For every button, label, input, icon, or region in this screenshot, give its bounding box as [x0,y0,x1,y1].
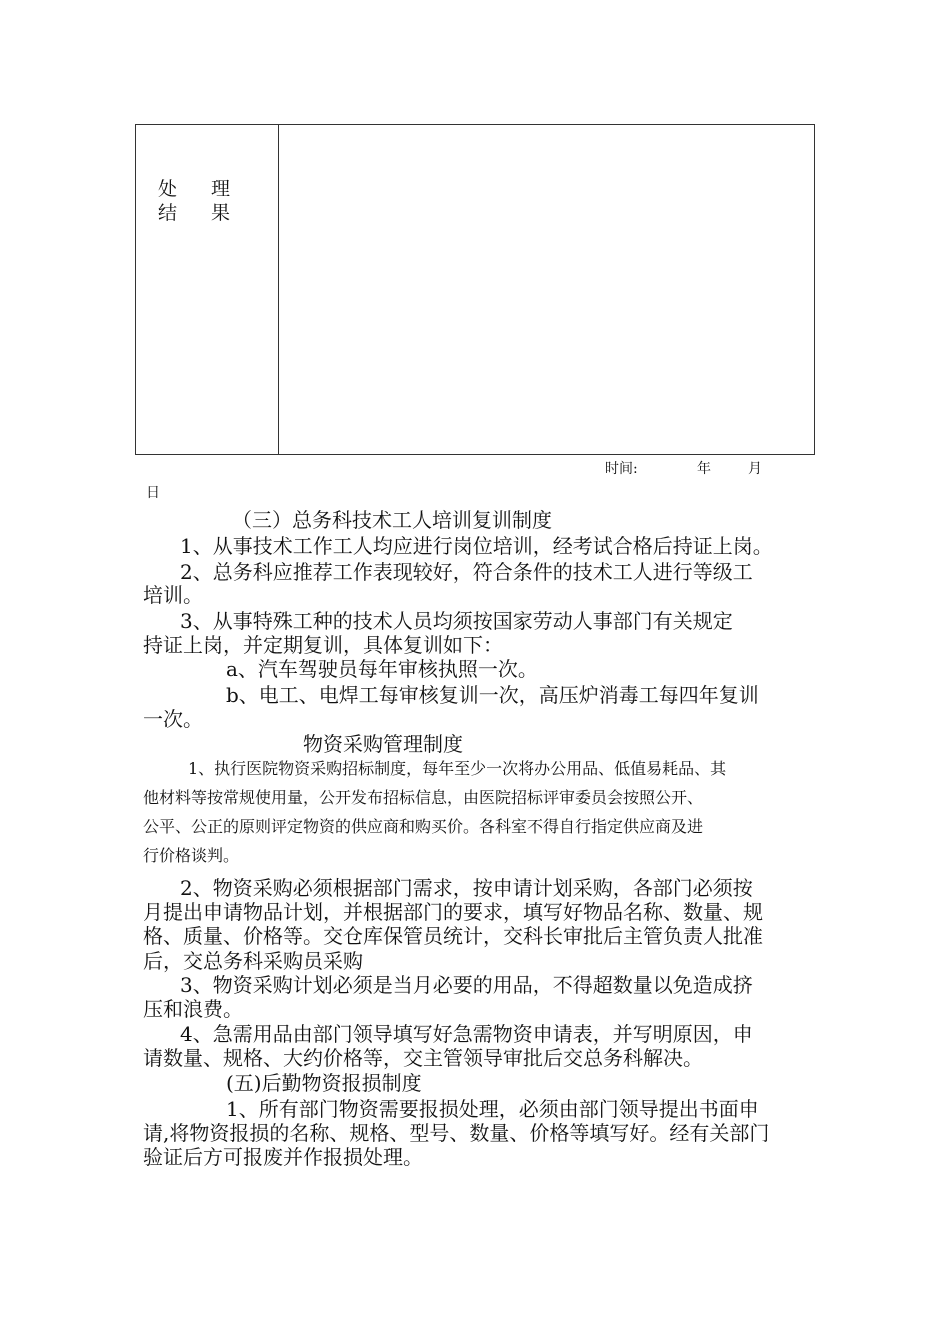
result-label-line1: 处理 [158,178,265,200]
result-label-cell [158,177,264,225]
procurement-para1-line: 1、执行医院物资采购招标制度，每年至少一次将办公用品、低值易耗品、其 [188,759,727,778]
section3-line: 3、从事特殊工种的技术人员均须按国家劳动人事部门有关规定 [180,609,733,633]
procurement-line: 后，交总务科采购员采购 [143,949,363,973]
procurement-para1-line: 他材料等按常规使用量，公开发布招标信息，由医院招标评审委员会按照公开、 [143,788,704,807]
procurement-para1-line: 行价格谈判。 [143,846,240,865]
section3-line: a、汽车驾驶员每年审核执照一次。 [226,657,538,681]
section3-line: 2、总务科应推荐工作表现较好，符合条件的技术工人进行等级工 [180,560,753,584]
day-label: 日 [146,485,160,501]
section5-line: 验证后方可报废并作报损处理。 [143,1145,423,1169]
year-label: 年 [697,461,711,477]
procurement-line: 请数量、规格、大约价格等，交主管领导审批后交总务科解决。 [143,1046,703,1070]
section3-line: b、电工、电焊工每审核复训一次，高压炉消毒工每四年复训 [226,683,759,707]
result-label-line2: 结果 [158,202,265,224]
section3-line: 培训。 [143,583,203,607]
section3-line: 一次。 [143,707,203,731]
procurement-line: 2、物资采购必须根据部门需求，按申请计划采购，各部门必须按 [180,876,753,900]
time-label: 时间: [605,461,638,477]
procurement-line: 3、物资采购计划必须是当月必要的用品，不得超数量以免造成挤 [180,973,753,997]
section5-line: 请,将物资报损的名称、规格、型号、数量、价格等填写好。经有关部门 [143,1121,770,1145]
procurement-line: 压和浪费。 [143,997,243,1021]
result-table [135,124,815,455]
procurement-para1-line: 公平、公正的原则评定物资的供应商和购买价。各科室不得自行指定供应商及进 [143,817,704,836]
section5-title: (五)后勤物资报损制度 [226,1071,422,1095]
month-label: 月 [748,461,762,477]
section3-line: 持证上岗，并定期复训，具体复训如下： [143,633,503,657]
table-column-divider [278,125,279,454]
section3-line: 1、从事技术工作工人均应进行岗位培训，经考试合格后持证上岗。 [180,534,773,558]
procurement-line: 月提出申请物品计划，并根据部门的要求，填写好物品名称、数量、规 [143,900,763,924]
procurement-title: 物资采购管理制度 [303,732,463,756]
section3-title: （三）总务科技术工人培训复训制度 [232,508,552,532]
section5-line: 1、所有部门物资需要报损处理，必须由部门领导提出书面申 [226,1097,759,1121]
procurement-line: 4、急需用品由部门领导填写好急需物资申请表，并写明原因，申 [180,1022,753,1046]
procurement-line: 格、质量、价格等。交仓库保管员统计，交科长审批后主管负责人批准 [143,924,763,948]
